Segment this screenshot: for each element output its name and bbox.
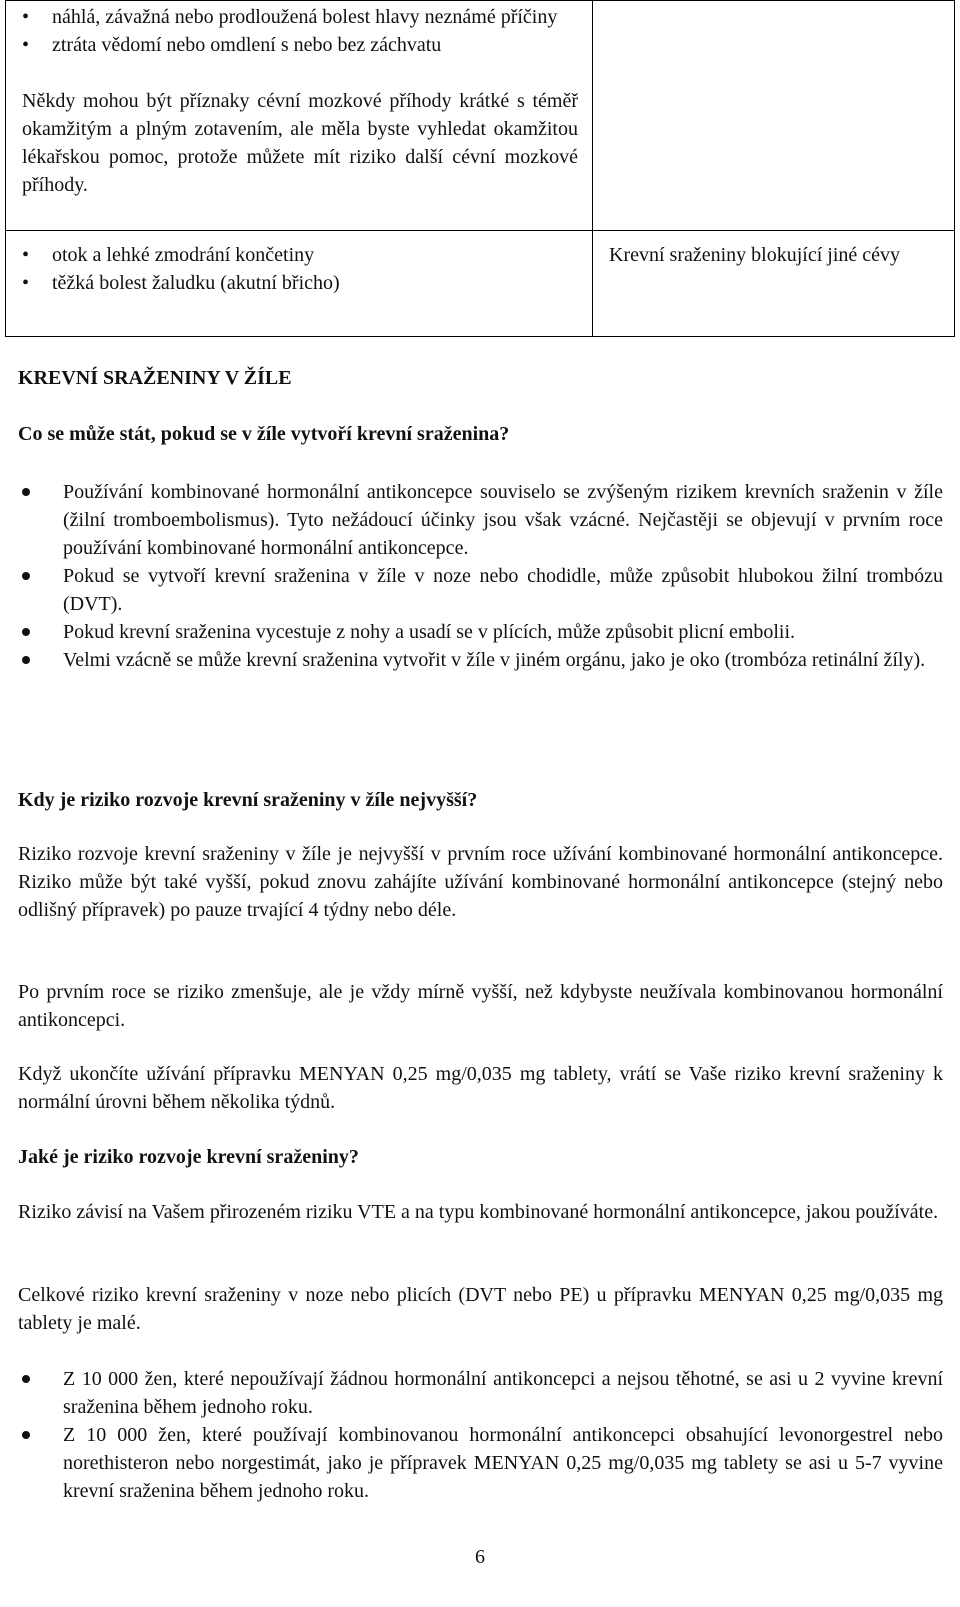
paragraph: Když ukončíte užívání přípravku MENYAN 0,25 mg/0,035 mg tablety, vrátí se Vaše riziko krevní sraženiny k normální úrovni během několika týdnů. [18,1063,943,1113]
table-row [6,231,955,337]
list-item: Z 10 000 žen, které nepoužívají žádnou hormonální antikoncepci a nejsou těhotné, se asi u 2 vyvine krevní sraženina během jednoho roku. [18,1365,943,1421]
list-item: • těžká bolest žaludku (akutní břicho) [22,269,578,297]
symptom-table [5,0,955,337]
list-item: • otok a lehké zmodrání končetiny [22,241,578,269]
question-heading: Co se může stát, pokud se v žíle vytvoří krevní sraženina? [18,423,510,445]
stroke-note: Někdy mohou být příznaky cévní mozkové příhody krátké s téměř okamžitým a plným zotavením, ale měla byste vyhledat okamžitou lékařskou pomoc, protože můžete mít riziko další cévní mozkové příhody. [22,90,578,196]
question-heading: Kdy je riziko rozvoje krevní sraženiny v žíle nejvyšší? [18,789,478,811]
list-item: • ztráta vědomí nebo omdlení s nebo bez záchvatu [22,31,578,59]
table-cell-symptoms [6,231,593,337]
list-item: Pokud krevní sraženina vycestuje z nohy a usadí se v plících, může způsobit plicní embolii. [18,618,943,646]
table-cell-condition [593,231,955,337]
condition-text: Krevní sraženiny blokující jiné cévy [609,244,901,266]
bullet-list [18,1365,943,1505]
question-heading: Jaké je riziko rozvoje krevní sraženiny? [18,1146,359,1168]
paragraph: Riziko rozvoje krevní sraženiny v žíle je nejvyšší v prvním roce užívání kombinované hormonální antikoncepce. Riziko může být také vyšší, pokud znovu zahájíte užívání kombinované hormonální antikoncepce (stejný nebo odlišný přípravek) po pauze trvající 4 týdny nebo déle. [18,843,943,921]
bullet-list [18,478,943,674]
list-item: Pokud se vytvoří krevní sraženina v žíle v noze nebo chodidle, může způsobit hlubokou žilní trombózu (DVT). [18,562,943,618]
table-cell-symptoms [6,1,593,231]
paragraph: Riziko závisí na Vašem přirozeném riziku VTE a na typu kombinované hormonální antikoncepce, jakou používáte. [18,1201,939,1223]
table-row [6,1,955,231]
list-item: Velmi vzácně se může krevní sraženina vytvořit v žíle v jiném orgánu, jako je oko (trombóza retinální žíly). [18,646,943,674]
symptom-list [22,241,578,297]
page-number: 6 [475,1546,485,1568]
list-item: Z 10 000 žen, které používají kombinovanou hormonální antikoncepci obsahující levonorgestrel nebo norethisteron nebo norgestimát, jako je přípravek MENYAN 0,25 mg/0,035 mg tablety se asi u 5-7 vyvine krevní sraženina během jednoho roku. [18,1421,943,1505]
list-item: • náhlá, závažná nebo prodloužená bolest hlavy neznámé příčiny [22,3,578,31]
paragraph: Po prvním roce se riziko zmenšuje, ale je vždy mírně vyšší, než kdybyste neužívala kombinovanou hormonální antikoncepci. [18,981,943,1031]
table-cell-condition [593,1,955,231]
section-title: KREVNÍ SRAŽENINY V ŽÍLE [18,367,292,389]
paragraph: Celkové riziko krevní sraženiny v noze nebo plicích (DVT nebo PE) u přípravku MENYAN 0,25 mg/0,035 mg tablety je malé. [18,1284,943,1334]
list-item: Používání kombinované hormonální antikoncepce souviselo se zvýšeným rizikem krevních sraženin v žíle (žilní tromboembolismus). Tyto nežádoucí účinky jsou však vzácné. Nejčastěji se objevují v prvním roce používání kombinované hormonální antikoncepce. [18,478,943,562]
symptom-list [22,3,578,59]
